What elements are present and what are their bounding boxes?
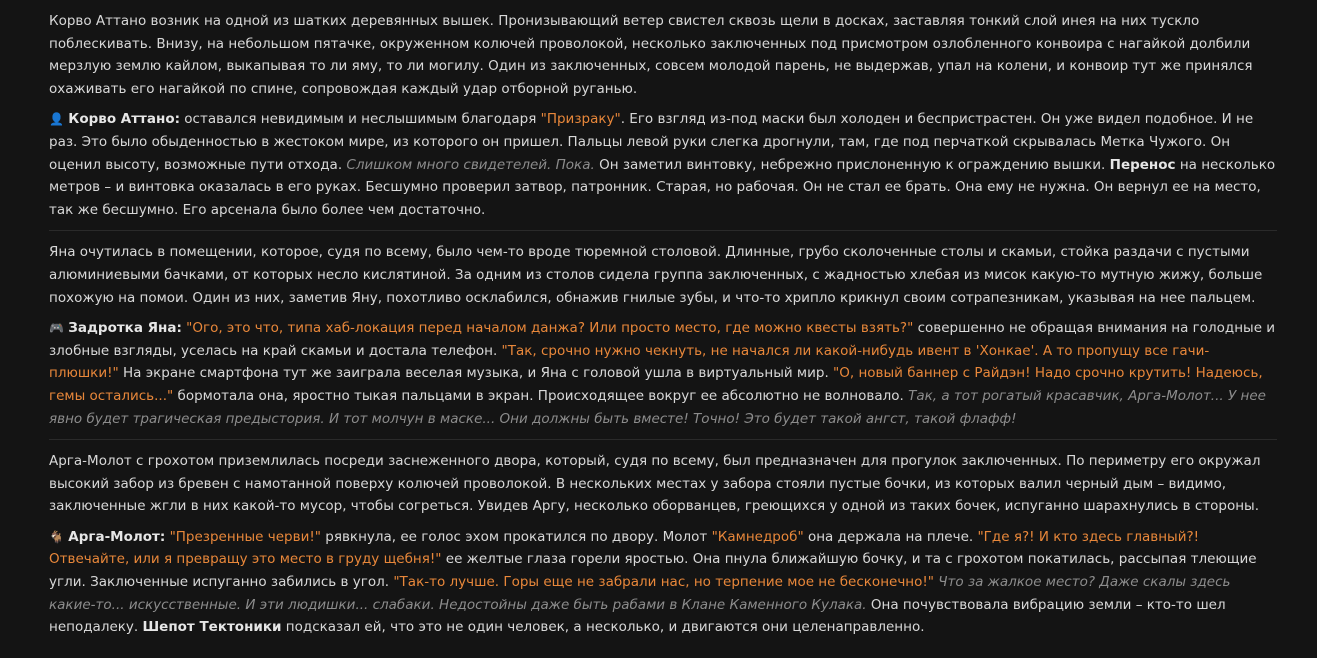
character-paragraph	[49, 317, 1277, 430]
narration-paragraph: Корво Аттано возник на одной из шатких деревянных вышек. Пронизывающий ветер свистел сквозь щели в досках, заставляя тонкий слой инея на них тускло поблескивать. Внизу, на небольшом пятачке, окруженном колючей проволокой, несколько заключенных под присмотром озлобленного конвоира с нагайкой долбили мерзлую землю кайлом, выкапывая то ли яму, то ли могилу. Один из заключенных, совсем молодой парень, не выдержав, упал на колени, и конвоир тут же принялся охаживать его нагайкой по спине, сопровождая каждый удар отборной руганью.	[49, 13, 1253, 97]
goat-icon: 🐐	[49, 529, 64, 544]
quote: "О, новый баннер с Райдэн! Надо срочно крутить! Надеюсь, гемы остались..."	[49, 365, 1263, 404]
text: Она почувствовала вибрацию земли – кто-то шел неподалеку.	[49, 596, 1226, 636]
thought: Слишком много свидетелей. Пока.	[346, 156, 595, 173]
ability-name: Шепот Тектоники	[142, 619, 282, 636]
character-name: Арга-Молот:	[68, 528, 166, 545]
text: на несколько метров – и винтовка оказалась в его руках. Бесшумно проверил затвор, патронник. Старая, но рабочая. Он не стал ее брать. Она ему не нужна. Он вернул ее на место, так же бесшумно. Его арсенала было более чем достаточно.	[49, 156, 1276, 218]
character-paragraph	[49, 108, 1277, 221]
gamepad-icon: 🎮	[49, 321, 64, 336]
person-silhouette-icon: 👤	[49, 112, 64, 127]
story-block-yana	[49, 241, 1277, 440]
narration-paragraph: Арга-Молот с грохотом приземлилась посреди заснеженного двора, который, судя по всему, был предназначен для прогулок заключенных. По периметру его окружал высокий забор из бревен с намотанной поверху колючей проволокой. В нескольких местах у забора стояли пустые бочки, из которых валил черный дым – видимо, заключенные жгли в них какой-то мусор, чтобы согреться. Увидев Аргу, несколько оборванцев, греющихся у одной из таких бочек, испуганно шарахнулись в стороны.	[49, 453, 1261, 515]
character-name: Задротка Яна:	[68, 320, 182, 337]
text: совершенно не обращая внимания на голодные и злобные взгляды, уселась на край скамьи и достала телефон.	[49, 320, 1276, 359]
text: ее желтые глаза горели яростью. Она пнула ближайшую бочку, и та с грохотом покатилась, рассыпая тлеющие угли. Заключенные испуганно забились в угол.	[49, 551, 1257, 591]
character-name: Корво Аттано:	[68, 111, 180, 128]
quote: "Ого, это что, типа хаб-локация перед началом данжа? Или просто место, где можно квесты взять?"	[181, 320, 914, 337]
text: . Его взгляд из-под маски был холоден и беспристрастен. Он уже видел подобное. И не раз. Это было обыденностью в жестоком мире, из которого он пришел. Пальцы левой руки слегка дрогнули, там, где под перчаткой скрывалась Метка Чужого. Он оценил высоту, возможные пути отхода.	[49, 111, 1254, 173]
quote: "Презренные черви!"	[165, 528, 321, 545]
thought: Что за жалкое место? Даже скалы здесь какие-то... искусственные. И эти людишки... слабаки. Недостойны даже быть рабами в Клане Каменного Кулака.	[49, 574, 1231, 613]
story-block-corvo	[49, 10, 1277, 231]
story-block-arga	[49, 450, 1277, 648]
text: бормотала она, яростно тыкая пальцами в экран. Происходящее вокруг ее абсолютно не волновало.	[173, 387, 909, 404]
quote: "Где я?! И кто здесь главный?! Отвечайте, или я превращу это место в груду щебня!"	[49, 528, 1200, 568]
text: Он заметил винтовку, небрежно прислоненную к ограждению вышки.	[594, 156, 1110, 173]
text: рявкнула, ее голос эхом прокатился по двору. Молот	[320, 528, 712, 545]
character-paragraph	[49, 526, 1277, 639]
narration-paragraph: Яна очутилась в помещении, которое, судя по всему, было чем-то вроде тюремной столовой. Длинные, грубо сколоченные столы и скамьи, стойка раздачи с пустыми алюминиевыми бачками, от которых несло кислятиной. За одним из столов сидела группа заключенных, с жадностью хлебая из мисок какую-то мутную жижу, больше похожую на помои. Один из них, заметив Яну, похотливо осклабился, обнажив гнилые зубы, и что-то хрипло крикнул своим сотрапезникам, указывая на нее пальцем.	[49, 244, 1263, 306]
ability-name: Перенос	[1109, 156, 1176, 173]
text: На экране смартфона тут же заиграла веселая музыка, и Яна с головой ушла в виртуальный мир.	[118, 365, 834, 382]
quote: "Камнедроб"	[711, 528, 804, 545]
text: подсказал ей, что это не один человек, а несколько, и двигаются они целенаправленно.	[281, 619, 925, 636]
thought: Так, а тот рогатый красавчик, Арга-Молот... У нее явно будет трагическая предыстория. И тот молчун в маске... Они должны быть вместе! Точно! Это будет такой ангст, такой флафф!	[49, 387, 1266, 427]
text: она держала на плече.	[803, 528, 978, 545]
text: оставался невидимым и неслышимым благодаря	[180, 111, 541, 128]
quote: "Так, срочно нужно чекнуть, не начался ли какой-нибудь ивент в 'Хонкае'. А то пропущу все гачи-плюшки!"	[49, 342, 1210, 382]
quote: "Призраку"	[540, 111, 621, 128]
quote: "Так-то лучше. Горы еще не забрали нас, но терпение мое не бесконечно!"	[393, 574, 935, 591]
